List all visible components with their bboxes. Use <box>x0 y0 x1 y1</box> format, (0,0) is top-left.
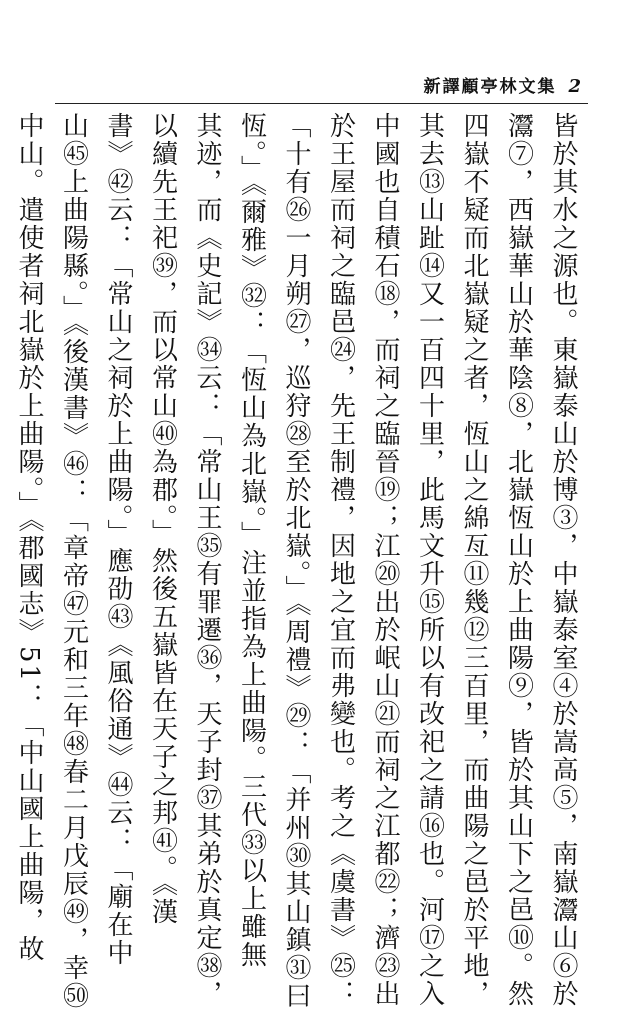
page-number: 2 <box>568 76 581 97</box>
text-column: 中山。遣使者祠北嶽於上曲陽。」《郡國志》51：「中山國上曲陽，故 <box>14 112 44 964</box>
text-column: 皆於其水之源也。東嶽泰山於博③，中嶽泰室④於嵩高⑤，南嶽灊山⑥於 <box>548 112 578 1008</box>
text-column: 其去⑬山趾⑭又一百四十里，此馬文升⑮所以有改祀之請⑯也。河⑰之入 <box>414 112 445 1008</box>
text-column: 灊⑦，西嶽華山於華陰⑧，北嶽恆山於上曲陽⑨，皆於其山下之邑⑩。然 <box>503 112 534 1008</box>
running-header <box>423 72 581 97</box>
vertical-text-body <box>14 112 585 1010</box>
text-column: 「十有㉖一月朔㉗，巡狩㉘至於北嶽。」《周禮》㉙：「并州㉚其山鎮㉛曰 <box>281 112 311 1010</box>
text-column: 於王屋而祠之臨邑㉔，先王制禮，因地之宜而弗變也。考之《虞書》㉕： <box>325 112 356 1008</box>
text-column: 山㊺上曲陽縣。」《後漢書》㊻：「章帝㊼元和三年㊽春二月戊辰㊾，幸㊿ <box>58 112 89 1010</box>
text-column: 書》㊷云：「常山之祠於上曲陽。」應劭㊸《風俗通》㊹云：「廟在中 <box>103 112 133 967</box>
text-column: 以續先王祀㊴，而以常山㊵為郡。」然後五嶽皆在天子之邦㊶。《漢 <box>147 112 178 926</box>
book-title: 新譯顧亭林文集 <box>423 77 557 97</box>
text-column: 其迹，而《史記》㉞云：「常山王㉟有罪遷㊱，天子封㊲其弟於真定㊳， <box>192 112 222 1008</box>
header-rule <box>55 103 588 104</box>
text-column: 中國也自積石⑱，而祠之臨晉⑲；江⑳出於岷山㉑而祠之江都㉒；濟㉓出 <box>370 112 400 1008</box>
text-column: 四嶽不疑而北嶽疑之者，恆山之綿亙⑪幾⑫三百里，而曲陽之邑於平地， <box>459 112 489 1008</box>
text-column: 恆。」《爾雅》㉜：「恆山為北嶽。」注並指為上曲陽。三代㉝以上雖無 <box>236 112 267 969</box>
